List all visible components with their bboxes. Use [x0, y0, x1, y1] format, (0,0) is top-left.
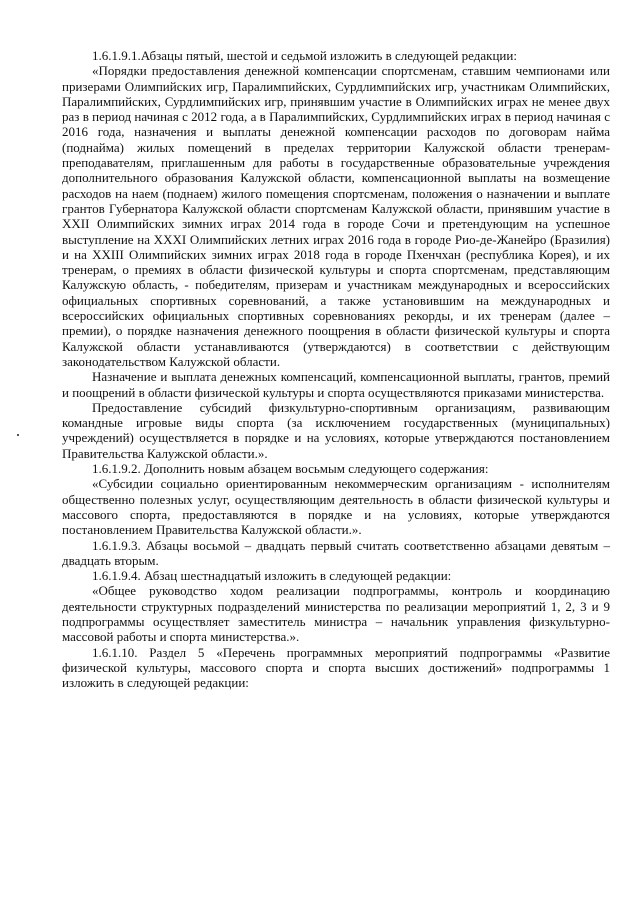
paragraph-payments-orders: Назначение и выплата денежных компенсаций, компенсационной выплаты, грантов, премий и поощрений в области физической культуры и спорта осуществляются приказами министерства.: [62, 369, 610, 400]
paragraph-subsidies-team-sports: Предоставление субсидий физкультурно-спортивным организациям, развивающим командные игровые виды спорта (за исключением государственных (муниципальных) учреждений) осуществляется в порядке и на условиях, которые утверждаются постановлением Правительства Калужской области.».: [62, 399, 610, 461]
margin-dot: [17, 434, 19, 436]
paragraph-1-6-1-9-3: 1.6.1.9.3. Абзацы восьмой – двадцать первый считать соответственно абзацами девятым – двадцать вторым.: [62, 537, 610, 568]
paragraph-1-6-1-9-4: 1.6.1.9.4. Абзац шестнадцатый изложить в следующей редакции:: [92, 568, 452, 584]
paragraph-compensation-procedures: «Порядки предоставления денежной компенсации спортсменам, ставшим чемпионами или призерами Олимпийских игр, Паралимпийских, Сурдлимпийских игр, участникам Олимпийских, Паралимпийских, Сурдлимпийских игр, принявшим участие в Олимпийских играх не менее двух раз в период начиная с 2012 года, а в Паралимпийских, Сурдлимпийских играх в период начиная с 2016 года, назначения и выплаты денежной компенсации расходов по договорам найма (поднайма) жилых помещений в пределах территории Калужской области тренерам-преподавателям, приглашенным для работы в государственные образовательные учреждения дополнительного образования Калужской области, компенсационной выплаты на возмещение расходов на наем (поднаем) жилого помещения спортсменам, положения о назначении и выплате грантов Губернатора Калужской области спортсменам Калужской области, принявшим участие в XXII Олимпийских зимних играх 2014 года в городе Сочи и претендующим на успешное выступление на XXXI Олимпийских летних играх 2016 года в городе Рио-де-Жанейро (Бразилия) и на XXIII Олимпийских зимних играх 2018 года в городе Пхенчхан (республика Корея), и их тренерам, о премиях в области физической культуры и спорта спортсменам, представляющим Калужскую область, - победителям, призерам и участникам международных и всероссийских официальных спортивных соревнований, а также установившим на международных и всероссийских официальных спортивных соревнованиях рекорды, и их тренерам (далее – премии), о порядке назначения денежного поощрения в области физической культуры и спорта Калужской области устанавливаются (утверждаются) в соответствии с действующим законодательством Калужской области.: [62, 63, 610, 369]
paragraph-1-6-1-10: 1.6.1.10. Раздел 5 «Перечень программных мероприятий подпрограммы «Развитие физической культуры, массового спорта и спорта высших достижений» подпрограммы 1 изложить в следующей редакции:: [62, 644, 610, 691]
paragraph-general-management: «Общее руководство ходом реализации подпрограммы, контроль и координацию деятельности структурных подразделений министерства по реализации мероприятий 1, 2, 3 и 9 подпрограммы осуществляет заместитель министра – начальник управления физкультурно-массовой работы и спорта министерства.».: [62, 583, 610, 645]
document-page: [62, 48, 610, 690]
paragraph-subsidies-nko: «Субсидии социально ориентированным некоммерческим организациям - исполнителям общественно полезных услуг, осуществляющим деятельность в области физической культуры и массового спорта, предоставляются в порядке и на условиях, которые утверждаются постановлением Правительства Калужской области.».: [62, 476, 610, 538]
paragraph-1-6-1-9-1: 1.6.1.9.1.Абзацы пятый, шестой и седьмой изложить в следующей редакции:: [92, 48, 517, 63]
paragraph-1-6-1-9-2: 1.6.1.9.2. Дополнить новым абзацем восьмым следующего содержания:: [92, 461, 489, 477]
